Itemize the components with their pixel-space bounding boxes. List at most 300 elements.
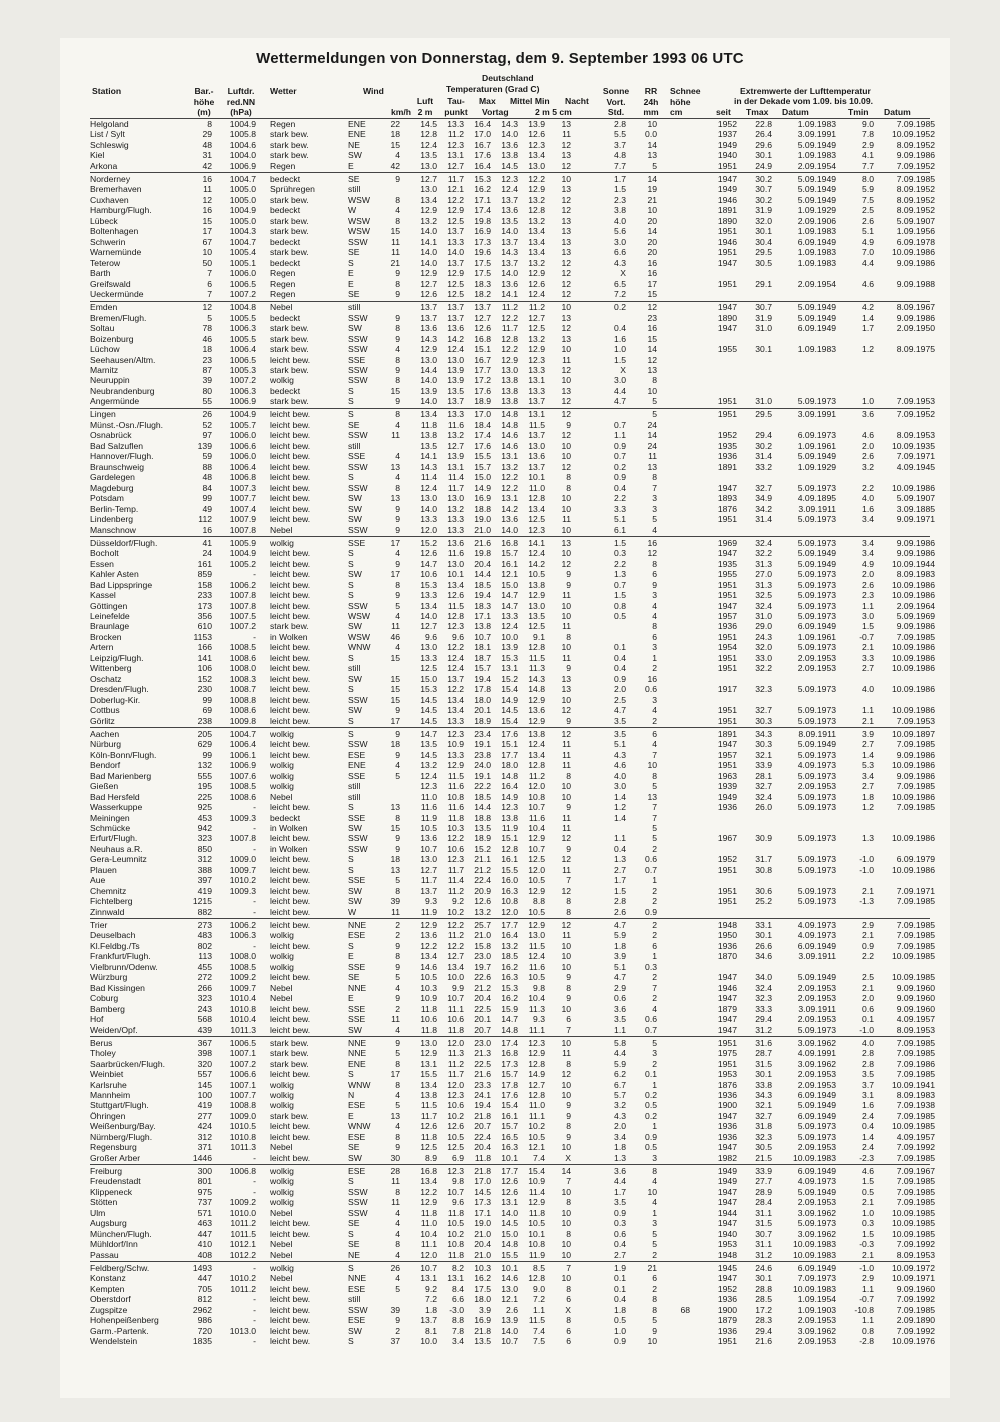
sunshine-cell: 3.6 <box>614 1165 626 1176</box>
temp-min-5cm-cell: 8 <box>566 906 571 917</box>
wind-speed-cell: 13 <box>390 461 400 472</box>
temp-max-cell: 17.5 <box>474 268 491 279</box>
table-row <box>0 548 1000 559</box>
temp-min-5cm-cell: 11 <box>562 930 571 941</box>
station-cell: Würzburg <box>90 972 128 983</box>
temp-min-5cm-cell: 8 <box>566 631 571 642</box>
temp-max-cell: 17.7 <box>474 365 491 375</box>
temp-max-cell: 13.2 <box>474 906 491 917</box>
sunshine-cell: 0.2 <box>614 302 626 313</box>
weather-cell: leicht bew. <box>270 1304 311 1315</box>
temp-min-5cm-cell: 8 <box>566 1283 571 1294</box>
temp-min-cell: 11.3 <box>528 1003 545 1014</box>
since-cell: 1893 <box>717 493 737 504</box>
weather-cell: leicht bew. <box>270 514 311 525</box>
precip-cell: 2 <box>652 843 657 854</box>
tmin-date-cell: 7.09.1985 <box>896 119 935 129</box>
temp-mean-cell: 12.2 <box>501 472 518 483</box>
precip-cell: 24 <box>647 440 657 451</box>
wind-dir-cell: E <box>348 278 354 289</box>
temp-air-cell: 13.1 <box>420 1058 437 1069</box>
since-cell: 1946 <box>717 982 737 993</box>
sunshine-cell: 3.5 <box>614 1014 626 1025</box>
temp-min-5cm-cell: 12 <box>561 1069 571 1080</box>
wind-speed-cell: 9 <box>395 524 400 535</box>
station-cell: Manschnow <box>90 524 136 535</box>
since-cell: 1947 <box>717 1218 737 1229</box>
station-cell: Görlitz <box>90 715 115 726</box>
sunshine-cell: 3.7 <box>614 139 626 150</box>
station-cell: Mühldorf/Inn <box>90 1239 138 1250</box>
table-row <box>0 462 1000 473</box>
station-cell: Bad Marienberg <box>90 770 152 781</box>
temp-mean-cell: 13.1 <box>501 663 518 674</box>
pressure-cell: 1006.2 <box>229 919 256 930</box>
wind-dir-cell: S <box>348 1176 354 1187</box>
temp-min-cell: 12.3 <box>528 139 545 150</box>
station-cell: Passau <box>90 1249 119 1260</box>
dewpoint-cell: 10.2 <box>447 906 464 917</box>
tmin-date-cell: 10.09.1986 <box>891 642 935 653</box>
temp-mean-cell: 13.2 <box>501 461 518 472</box>
tmax-cell: 28.1 <box>755 770 772 781</box>
station-cell: Kl.Feldbg./Ts <box>90 940 140 951</box>
tmin-cell: 2.9 <box>862 1273 874 1284</box>
station-cell: Trier <box>90 919 108 930</box>
height-cell: 571 <box>197 1207 212 1218</box>
wind-dir-cell: S <box>348 409 354 420</box>
temp-max-cell: 19.1 <box>474 770 491 781</box>
pressure-cell: 1009.2 <box>229 1197 256 1208</box>
table-row <box>0 739 1000 750</box>
sunshine-cell: 3.9 <box>614 951 626 962</box>
height-cell: 371 <box>197 1142 212 1153</box>
temp-min-5cm-cell: 10 <box>561 1003 571 1014</box>
wind-speed-cell: 9 <box>395 312 400 323</box>
pressure-cell: 1010.4 <box>229 993 256 1004</box>
tmin-cell: 2.6 <box>862 579 874 590</box>
temp-min-5cm-cell: 10 <box>561 375 571 386</box>
dewpoint-cell: 8.8 <box>452 1315 464 1326</box>
pressure-cell: 1010.5 <box>229 1121 256 1132</box>
wind-dir-cell: SE <box>348 173 360 184</box>
temp-max-cell: 24.1 <box>474 1089 491 1100</box>
height-cell: 48 <box>202 472 212 483</box>
temp-air-cell: 14.5 <box>420 749 437 760</box>
temp-min-5cm-cell: 12 <box>561 268 571 279</box>
wind-dir-cell: WNW <box>348 642 371 653</box>
sunshine-cell: 1.0 <box>614 1325 626 1336</box>
tmax-date-cell: 2.09.1953 <box>797 1197 836 1208</box>
since-cell: 1951 <box>717 652 737 663</box>
temp-air-cell: 12.0 <box>420 524 437 535</box>
tmin-cell: 2.4 <box>862 1142 874 1153</box>
station-cell: Zinnwald <box>90 906 125 917</box>
height-cell: 12 <box>202 194 212 205</box>
tmin-cell: 0.5 <box>862 1186 874 1197</box>
tmax-cell: 30.2 <box>755 173 772 184</box>
sunshine-cell: 2.7 <box>614 864 626 875</box>
temp-mean-cell: 18.5 <box>501 951 518 962</box>
temp-mean-cell: 16.8 <box>501 1048 518 1059</box>
temp-min-5cm-cell: 9 <box>566 802 571 813</box>
temp-min-cell: 12.8 <box>528 1273 545 1284</box>
temp-min-5cm-cell: 10 <box>561 642 571 653</box>
pressure-cell: 1006.6 <box>229 440 256 451</box>
temp-max-cell: 19.4 <box>474 673 491 684</box>
table-row <box>0 247 1000 258</box>
station-cell: Plauen <box>90 864 117 875</box>
weather-cell: leicht bew. <box>270 652 311 663</box>
sunshine-cell: 6.7 <box>614 1079 626 1090</box>
wind-speed-cell: 8 <box>395 579 400 590</box>
temp-max-cell: 17.0 <box>474 409 491 420</box>
dewpoint-cell: 12.5 <box>447 1142 464 1153</box>
tmin-date-cell: 10.09.1935 <box>891 440 935 451</box>
weather-cell: leicht bew. <box>270 1024 311 1035</box>
station-cell: Leipzig/Flugh. <box>90 652 144 663</box>
temp-air-cell: 12.6 <box>420 548 437 559</box>
temp-min-5cm-cell: 12 <box>561 160 571 171</box>
since-cell: 1951 <box>717 715 737 726</box>
weather-cell: leicht bew. <box>270 1014 311 1025</box>
tmax-cell: 33.9 <box>755 1165 772 1176</box>
table-row <box>0 150 1000 161</box>
tmin-cell: -0.7 <box>859 631 874 642</box>
precip-cell: 10 <box>647 205 657 216</box>
temp-min-cell: 12.5 <box>528 621 545 632</box>
temp-min-cell: 10.4 <box>528 993 545 1004</box>
wind-dir-cell: SE <box>348 1142 360 1153</box>
tmax-cell: 30.2 <box>755 194 772 205</box>
wind-dir-cell: SSW <box>348 375 368 386</box>
wind-dir-cell: SE <box>348 247 360 258</box>
tmax-date-cell: 5.09.1973 <box>797 854 836 865</box>
weather-cell: wolkig <box>270 781 294 792</box>
weather-cell: leicht bew. <box>270 1003 311 1014</box>
wind-dir-cell: WSW <box>348 226 370 237</box>
wind-speed-cell: 8 <box>395 215 400 226</box>
temp-mean-cell: 10.1 <box>501 1152 518 1163</box>
table-row <box>0 569 1000 580</box>
tmax-date-cell: 6.09.1949 <box>797 1110 836 1121</box>
temp-air-cell: 11.0 <box>420 1218 437 1229</box>
weather-cell: wolkig <box>270 1079 294 1090</box>
tmin-date-cell: 7.09.1985 <box>896 919 935 930</box>
temp-min-cell: 12.6 <box>528 278 545 289</box>
station-cell: Wendelstein <box>90 1335 138 1346</box>
dewpoint-cell: 11.8 <box>447 1249 464 1260</box>
tmax-cell: 34.3 <box>755 728 772 739</box>
temp-air-cell: 11.6 <box>420 802 437 813</box>
precip-cell: 1 <box>652 1079 657 1090</box>
since-cell: 1975 <box>717 1048 737 1059</box>
temp-min-cell: 13.5 <box>528 611 545 622</box>
weather-cell: Nebel <box>270 1273 293 1284</box>
sunshine-cell: 1.1 <box>614 833 626 844</box>
precip-cell: 0.2 <box>645 1089 657 1100</box>
wind-speed-cell: 4 <box>395 1228 400 1239</box>
table-row <box>0 386 1000 397</box>
temp-max-cell: 13.5 <box>474 1335 491 1346</box>
temp-min-5cm-cell: 13 <box>561 184 571 195</box>
wind-dir-cell: still <box>348 791 361 802</box>
header-luftdruck: Luftdr. red.NN (hPa) <box>226 86 256 117</box>
sunshine-cell: 0.4 <box>614 843 626 854</box>
temp-mean-cell: 16.3 <box>501 885 518 896</box>
dewpoint-cell: 13.3 <box>447 409 464 420</box>
pressure-cell: 1008.0 <box>229 951 256 962</box>
precip-cell: 7 <box>652 802 657 813</box>
wind-dir-cell: NNE <box>348 1037 367 1048</box>
tmin-date-cell: 10.09.1941 <box>891 1079 935 1090</box>
temp-max-cell: 14.4 <box>474 802 491 813</box>
pressure-cell: 1004.9 <box>229 205 256 216</box>
height-cell: 629 <box>197 739 212 750</box>
temp-min-cell: 11.0 <box>528 482 545 493</box>
temp-max-cell: 21.3 <box>474 1048 491 1059</box>
pressure-cell: 1006.4 <box>229 461 256 472</box>
tmin-cell: 0.6 <box>862 1003 874 1014</box>
dewpoint-cell: 10.7 <box>447 1186 464 1197</box>
station-cell: Mannheim <box>90 1089 131 1100</box>
height-cell: 555 <box>197 770 212 781</box>
temp-max-cell: 21.0 <box>474 1228 491 1239</box>
snow-cell: 68 <box>680 1304 690 1315</box>
pressure-cell: - <box>253 1304 256 1315</box>
wind-dir-cell: SW <box>348 673 362 684</box>
pressure-cell: 1007.7 <box>229 1089 256 1100</box>
station-cell: Düsseldorf/Flugh. <box>90 537 158 548</box>
temp-max-cell: 19.8 <box>474 548 491 559</box>
temp-min-cell: 13.4 <box>528 236 545 247</box>
temp-max-cell: 16.7 <box>474 139 491 150</box>
tmax-date-cell: 5.09.1949 <box>797 302 836 313</box>
height-cell: 367 <box>197 1037 212 1048</box>
sunshine-cell: 6.5 <box>614 278 626 289</box>
wind-dir-cell: E <box>348 160 354 171</box>
since-cell: 1951 <box>717 1037 737 1048</box>
temp-air-cell: 13.4 <box>420 194 437 205</box>
station-cell: Karlsruhe <box>90 1079 127 1090</box>
dewpoint-cell: 11.1 <box>447 1003 464 1014</box>
tmin-date-cell: 5.09.1969 <box>896 611 935 622</box>
height-cell: 50 <box>202 257 212 268</box>
station-cell: Aue <box>90 875 106 886</box>
tmax-cell: 26.6 <box>755 940 772 951</box>
pressure-cell: 1006.0 <box>229 451 256 462</box>
tmax-date-cell: 4.09.1973 <box>797 1176 836 1187</box>
wind-speed-cell: 4 <box>395 760 400 771</box>
weather-cell: leicht bew. <box>270 590 311 601</box>
since-cell: 1891 <box>717 728 737 739</box>
temp-max-cell: 16.4 <box>474 119 491 129</box>
temp-max-cell: 17.1 <box>474 611 491 622</box>
wind-speed-cell: 9 <box>395 514 400 525</box>
temp-min-cell: 10.7 <box>528 802 545 813</box>
wind-speed-cell: 11 <box>391 236 400 247</box>
table-row <box>0 334 1000 345</box>
sunshine-cell: 0.1 <box>614 1283 626 1294</box>
station-cell: Göttingen <box>90 600 128 611</box>
station-cell: Zugspitze <box>90 1304 128 1315</box>
tmax-cell: 31.5 <box>755 1058 772 1069</box>
tmin-cell: 2.6 <box>862 451 874 462</box>
weather-cell: leicht bew. <box>270 503 311 514</box>
wind-speed-cell: 30 <box>390 1152 400 1163</box>
temp-min-5cm-cell: 9 <box>566 1110 571 1121</box>
wind-dir-cell: NNE <box>348 1048 367 1059</box>
dewpoint-cell: 6.6 <box>452 1294 464 1305</box>
weather-cell: leicht bew. <box>270 694 311 705</box>
station-cell: Meiningen <box>90 812 130 823</box>
tmax-date-cell: 5.09.1949 <box>797 139 836 150</box>
sunshine-cell: 4.4 <box>614 385 626 396</box>
temp-mean-cell: 14.8 <box>501 1239 518 1250</box>
tmax-cell: 33.9 <box>755 760 772 771</box>
sunshine-cell: 0.4 <box>614 323 626 334</box>
tmin-cell: 7.0 <box>862 247 874 258</box>
weather-cell: leicht bew. <box>270 472 311 483</box>
wind-dir-cell: SSE <box>348 537 366 548</box>
tmin-cell: 4.9 <box>862 558 874 569</box>
dewpoint-cell: 12.2 <box>447 833 464 844</box>
temp-min-cell: 9.3 <box>533 1014 545 1025</box>
height-cell: 398 <box>197 1048 212 1059</box>
tmax-cell: 31.0 <box>755 323 772 334</box>
since-cell: 1947 <box>717 1273 737 1284</box>
temp-max-cell: 19.7 <box>474 961 491 972</box>
sunshine-cell: 0.8 <box>614 600 626 611</box>
wind-dir-cell: S <box>348 1262 354 1273</box>
temp-air-cell: 13.0 <box>420 354 437 365</box>
dewpoint-cell: 12.2 <box>447 940 464 951</box>
table-row <box>0 559 1000 570</box>
tmin-cell: 4.0 <box>862 493 874 504</box>
temp-min-cell: 10.9 <box>528 1176 545 1187</box>
temp-mean-cell: 14.8 <box>501 409 518 420</box>
wind-speed-cell: 18 <box>390 129 400 140</box>
sunshine-cell: 3.6 <box>614 1003 626 1014</box>
since-cell: 1936 <box>717 1294 737 1305</box>
wind-dir-cell: W <box>348 205 357 216</box>
weather-cell: leicht bew. <box>270 749 311 760</box>
dewpoint-cell: 11.2 <box>447 930 464 941</box>
station-cell: Weinbiet <box>90 1069 124 1080</box>
wind-speed-cell: 11 <box>391 1197 400 1208</box>
station-cell: Wasserkuppe <box>90 802 143 813</box>
dewpoint-cell: 13.6 <box>447 323 464 334</box>
temp-mean-cell: 13.1 <box>501 1197 518 1208</box>
station-cell: Nürburg <box>90 739 122 750</box>
temp-air-cell: 1.8 <box>425 1304 437 1315</box>
weather-cell: bedeckt <box>270 312 301 323</box>
precip-cell: 0.0 <box>645 129 657 140</box>
tmin-date-cell: 7.09.1985 <box>896 1176 935 1187</box>
temp-max-cell: 21.2 <box>474 864 491 875</box>
pressure-cell: 1007.8 <box>229 600 256 611</box>
temp-max-cell: 17.6 <box>474 440 491 451</box>
sunshine-cell: 1.1 <box>614 1024 626 1035</box>
wind-dir-cell: NE <box>348 139 360 150</box>
tmin-date-cell: 7.09.1992 <box>896 1239 935 1250</box>
dewpoint-cell: 11.8 <box>447 1024 464 1035</box>
weather-cell: Regen <box>270 289 296 300</box>
precip-cell: 16 <box>647 323 657 334</box>
temp-min-5cm-cell: 12 <box>561 728 571 739</box>
temp-mean-cell: 10.8 <box>501 896 518 907</box>
sunshine-cell: 1.7 <box>614 1186 626 1197</box>
temp-min-cell: 9.8 <box>533 982 545 993</box>
pressure-cell: - <box>253 906 256 917</box>
wind-speed-cell: 5 <box>395 972 400 983</box>
wind-dir-cell: SW <box>348 621 362 632</box>
precip-cell: 0.9 <box>645 1131 657 1142</box>
sunshine-cell: 3.2 <box>614 1100 626 1111</box>
dewpoint-cell: 9.8 <box>452 1176 464 1187</box>
precip-cell: 5 <box>652 160 657 171</box>
since-cell: 1940 <box>717 150 737 161</box>
temp-max-cell: 23.0 <box>474 951 491 962</box>
tmin-date-cell: 7.09.1985 <box>896 781 935 792</box>
height-cell: 1835 <box>192 1335 212 1346</box>
dewpoint-cell: 13.7 <box>447 312 464 323</box>
dewpoint-cell: 10.5 <box>447 1218 464 1229</box>
precip-cell: 16 <box>647 268 657 279</box>
table-row <box>0 771 1000 782</box>
tmax-cell: 32.7 <box>755 705 772 716</box>
tmin-date-cell: 8.09.1952 <box>896 139 935 150</box>
temp-max-cell: 19.4 <box>474 590 491 601</box>
station-cell: Neuruppin <box>90 375 130 386</box>
temp-min-5cm-cell: 11 <box>562 760 571 771</box>
tmax-cell: 31.2 <box>755 1024 772 1035</box>
table-row <box>0 621 1000 632</box>
wind-speed-cell: 2 <box>395 919 400 930</box>
wind-speed-cell: 13 <box>390 493 400 504</box>
station-cell: Hamburg/Flugh. <box>90 205 152 216</box>
tmin-cell: 0.3 <box>862 1218 874 1229</box>
temp-max-cell: 17.2 <box>474 375 491 386</box>
precip-cell: 8 <box>652 1294 657 1305</box>
tmax-date-cell: 2.09.1953 <box>797 1069 836 1080</box>
precip-cell: 14 <box>647 226 657 237</box>
temp-air-cell: 12.9 <box>420 919 437 930</box>
precip-cell: 13 <box>647 150 657 161</box>
temp-min-5cm-cell: 12 <box>561 139 571 150</box>
dewpoint-cell: 12.4 <box>447 344 464 355</box>
sunshine-cell: 1.8 <box>614 1142 626 1153</box>
tmax-date-cell: 5.09.1973 <box>797 600 836 611</box>
temp-mean-cell: 12.8 <box>501 843 518 854</box>
temp-mean-cell: 17.8 <box>501 1079 518 1090</box>
wind-dir-cell: SE <box>348 419 360 430</box>
temp-min-5cm-cell: 13 <box>561 673 571 684</box>
wind-speed-cell: 9 <box>395 705 400 716</box>
tmin-date-cell: 7.09.1952 <box>896 409 935 420</box>
station-cell: Bocholt <box>90 548 119 559</box>
station-cell: Freiburg <box>90 1165 122 1176</box>
tmax-cell: 33.1 <box>755 919 772 930</box>
precip-cell: 5 <box>652 1037 657 1048</box>
tmax-cell: 32.7 <box>755 781 772 792</box>
temp-max-cell: 23.4 <box>474 728 491 739</box>
tmin-date-cell: 7.09.1985 <box>896 1048 935 1059</box>
precip-cell: 0.5 <box>645 1100 657 1111</box>
since-cell: 1949 <box>717 184 737 195</box>
temp-min-cell: 12.4 <box>528 739 545 750</box>
station-cell: Großer Arber <box>90 1152 141 1163</box>
